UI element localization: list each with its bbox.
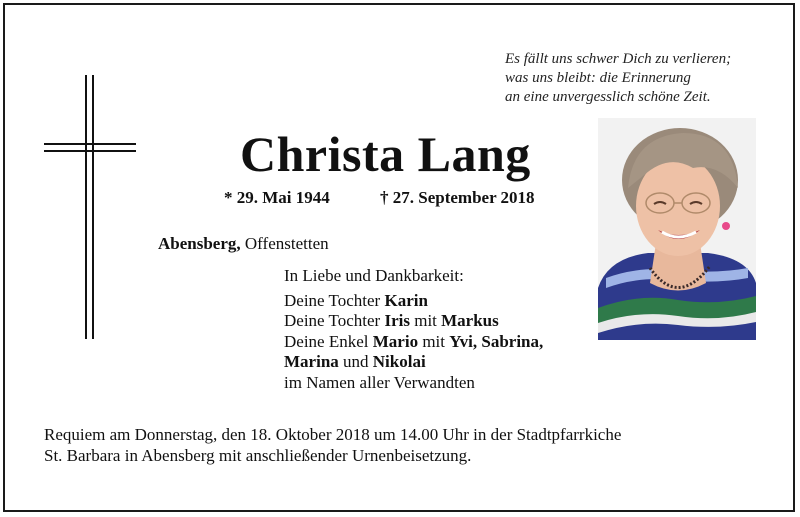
mourner-relation: Deine Enkel [284, 331, 369, 351]
mourner-relation: Deine Tochter [284, 290, 381, 310]
mourner-line [284, 291, 543, 312]
mourner-relation: Deine Tochter [284, 311, 381, 330]
quote-line-2: was uns bleibt: die Erinnerung [505, 70, 691, 86]
death-date: † 27. September 2018 [380, 188, 535, 207]
mourner-name: Markus [441, 311, 499, 330]
requiem-line-2: St. Barbara in Abensberg mit anschließender Urnenbeisetzung. [44, 445, 472, 465]
portrait-illustration [598, 118, 756, 340]
mourners-intro: In Liebe und Dankbarkeit: [284, 266, 464, 285]
mourner-line [284, 352, 543, 373]
mourner-connector: und [343, 352, 369, 371]
quote-line-3: an eine unvergesslich schöne Zeit. [505, 89, 711, 105]
memorial-quote [505, 50, 775, 107]
portrait-photo [598, 118, 756, 340]
mourner-line [284, 332, 543, 353]
mourners-list [284, 266, 543, 393]
birth-date: * 29. Mai 1944 [224, 188, 330, 207]
quote-line-1: Es fällt uns schwer Dich zu verlieren; [505, 51, 732, 67]
requiem-line-1: Requiem am Donnerstag, den 18. Oktober 2018 um 14.00 Uhr in der Stadtpfarrkiche [44, 425, 622, 444]
residence-town: Abensberg, [158, 234, 241, 253]
cross-icon [44, 75, 136, 339]
mourner-connector: mit [414, 311, 437, 330]
residence [158, 233, 329, 255]
mourner-name: Mario [372, 331, 419, 351]
mourner-name: Nikolai [372, 352, 426, 371]
mourner-name: Iris [384, 311, 410, 330]
mourner-line [284, 311, 543, 332]
residence-district: Offenstetten [244, 234, 329, 253]
requiem-notice [44, 425, 621, 466]
mourner-name: Yvi, Sabrina, [449, 331, 544, 351]
mourner-connector: mit [422, 331, 445, 351]
mourner-name: Karin [384, 290, 428, 310]
mourners-closing: im Namen aller Verwandten [284, 372, 475, 392]
mourner-name: Marina [284, 352, 339, 371]
deceased-name: Christa Lang [240, 126, 531, 182]
